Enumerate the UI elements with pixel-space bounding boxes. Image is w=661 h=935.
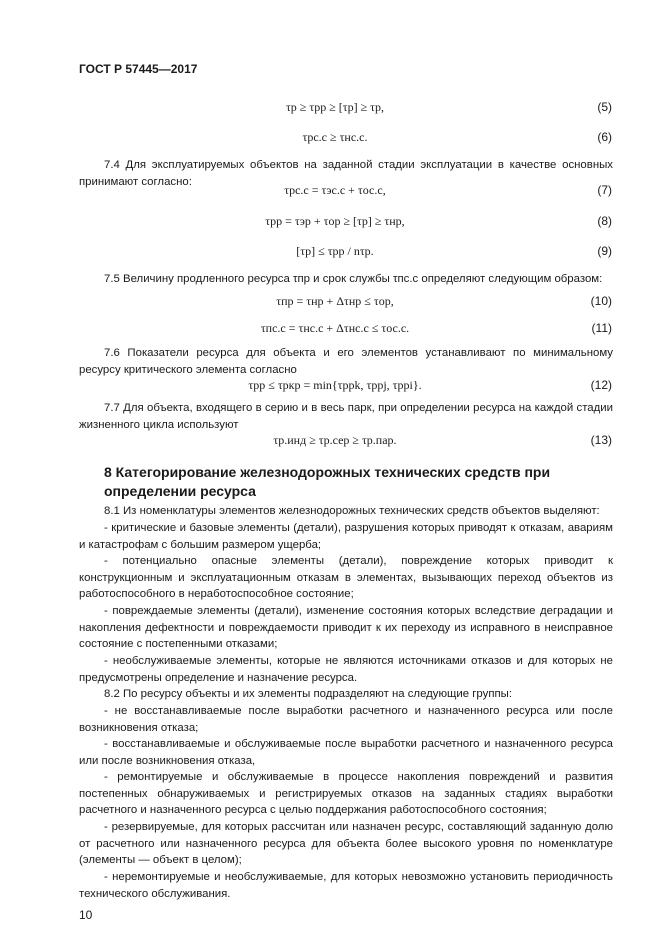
equation-7: τрс.с = τэс.с + τос.с, <box>284 183 386 197</box>
paragraph-8-2: 8.2 По ресурсу объекты и их элементы подразделяют на следующие группы: <box>104 688 513 700</box>
equation-8: τрр = τэр + τор ≥ [τр] ≥ τнр, <box>265 214 405 228</box>
list-item: - резервируемые, для которых рассчитан или назначен ресурс, составляющий заданную долю от расчетного или назначенного ресурса для объекта более высокого уровня по номенклатуре (элементы — объект в целом); <box>79 821 613 867</box>
equation-13: τр.инд ≥ τр.сер ≥ τр.пар. <box>273 433 397 447</box>
paragraph-7-7: 7.7 Для объекта, входящего в серию и в весь парк, при определении ресурса на каждой стадии жизненного цикла используют <box>79 402 613 431</box>
paragraph-7-5: 7.5 Величину продленного ресурса τпр и срок службы τпс.с определяют следующим образом: <box>104 273 603 285</box>
paragraph-7-4: 7.4 Для эксплуатируемых объектов на заданной стадии эксплуатации в качестве основных принимают согласно: <box>79 159 613 188</box>
list-item: - восстанавливаемые и обслуживаемые после выработки расчетного и назначенного ресурса или после возникновения отказа, <box>79 738 613 767</box>
equation-number-6: (6) <box>597 130 612 144</box>
list-item: - неремонтируемые и необслуживаемые, для которых невозможно установить периодичность технического обслуживания. <box>79 871 613 900</box>
equation-number-10: (10) <box>590 294 612 308</box>
equation-6: τрс.с ≥ τнс.с. <box>302 130 368 144</box>
equation-11: τпс.с = τнс.с + Δτнс.с ≤ τос.с. <box>260 321 410 335</box>
equation-9: [τр] ≤ τрр / nτр. <box>296 244 374 258</box>
list-item: - повреждаемые элементы (детали), изменение состояния которых вследствие деградации и накопления дефектности и повреждаемости приводит к их переходу из исправного в неисправное состояние с постепенными отказами; <box>79 605 613 651</box>
document-header: ГОСТ Р 57445—2017 <box>79 62 198 76</box>
list-item: - не восстанавливаемые после выработки расчетного и назначенного ресурса или после возникновения отказа; <box>79 705 613 734</box>
equation-number-12: (12) <box>590 378 612 392</box>
equation-10: τпр = τнр + Δτнр ≤ τор, <box>276 294 394 308</box>
paragraph-8-1: 8.1 Из номенклатуры элементов железнодорожных технических средств объектов выделяют: <box>104 505 600 517</box>
equation-5: τр ≥ τрр ≥ [τр] ≥ τр, <box>285 100 385 114</box>
section-8-heading: 8 Категорирование железнодорожных технических средств при определении ресурса <box>104 464 551 499</box>
equation-number-7: (7) <box>597 183 612 197</box>
equation-number-9: (9) <box>597 244 612 258</box>
equation-number-13: (13) <box>590 433 612 447</box>
equation-number-5: (5) <box>597 100 612 114</box>
list-item: - необслуживаемые элементы, которые не являются источниками отказов и для которых не предусмотрены определение и назначение ресурса. <box>79 655 613 684</box>
paragraph-7-6: 7.6 Показатели ресурса для объекта и его элементов устанавливают по минимальному ресурсу критического элемента согласно <box>79 347 613 376</box>
equation-number-8: (8) <box>597 214 612 228</box>
list-item: - потенциально опасные элементы (детали), повреждение которых приводит к конструкционным и эксплуатационным отказам в элементах, вызывающих переход объектов из работоспособного в неработоспособное состояние; <box>79 555 613 601</box>
page-number: 10 <box>79 908 93 922</box>
equation-12: τрр ≤ τркр = min{τрpk, τрpj, τрpi}. <box>248 378 422 392</box>
list-item: - критические и базовые элементы (детали), разрушения которых приводят к отказам, авариям и катастрофам с большим размером ущерба; <box>79 522 613 551</box>
list-item: - ремонтируемые и обслуживаемые в процессе накопления повреждений и развития постепенных обнаруживаемых и регистрируемых отказов на заданных стадиях выработки расчетного и назначенного ресурса с целью поддержания работоспособного состояния; <box>79 771 613 817</box>
equation-number-11: (11) <box>591 321 612 335</box>
